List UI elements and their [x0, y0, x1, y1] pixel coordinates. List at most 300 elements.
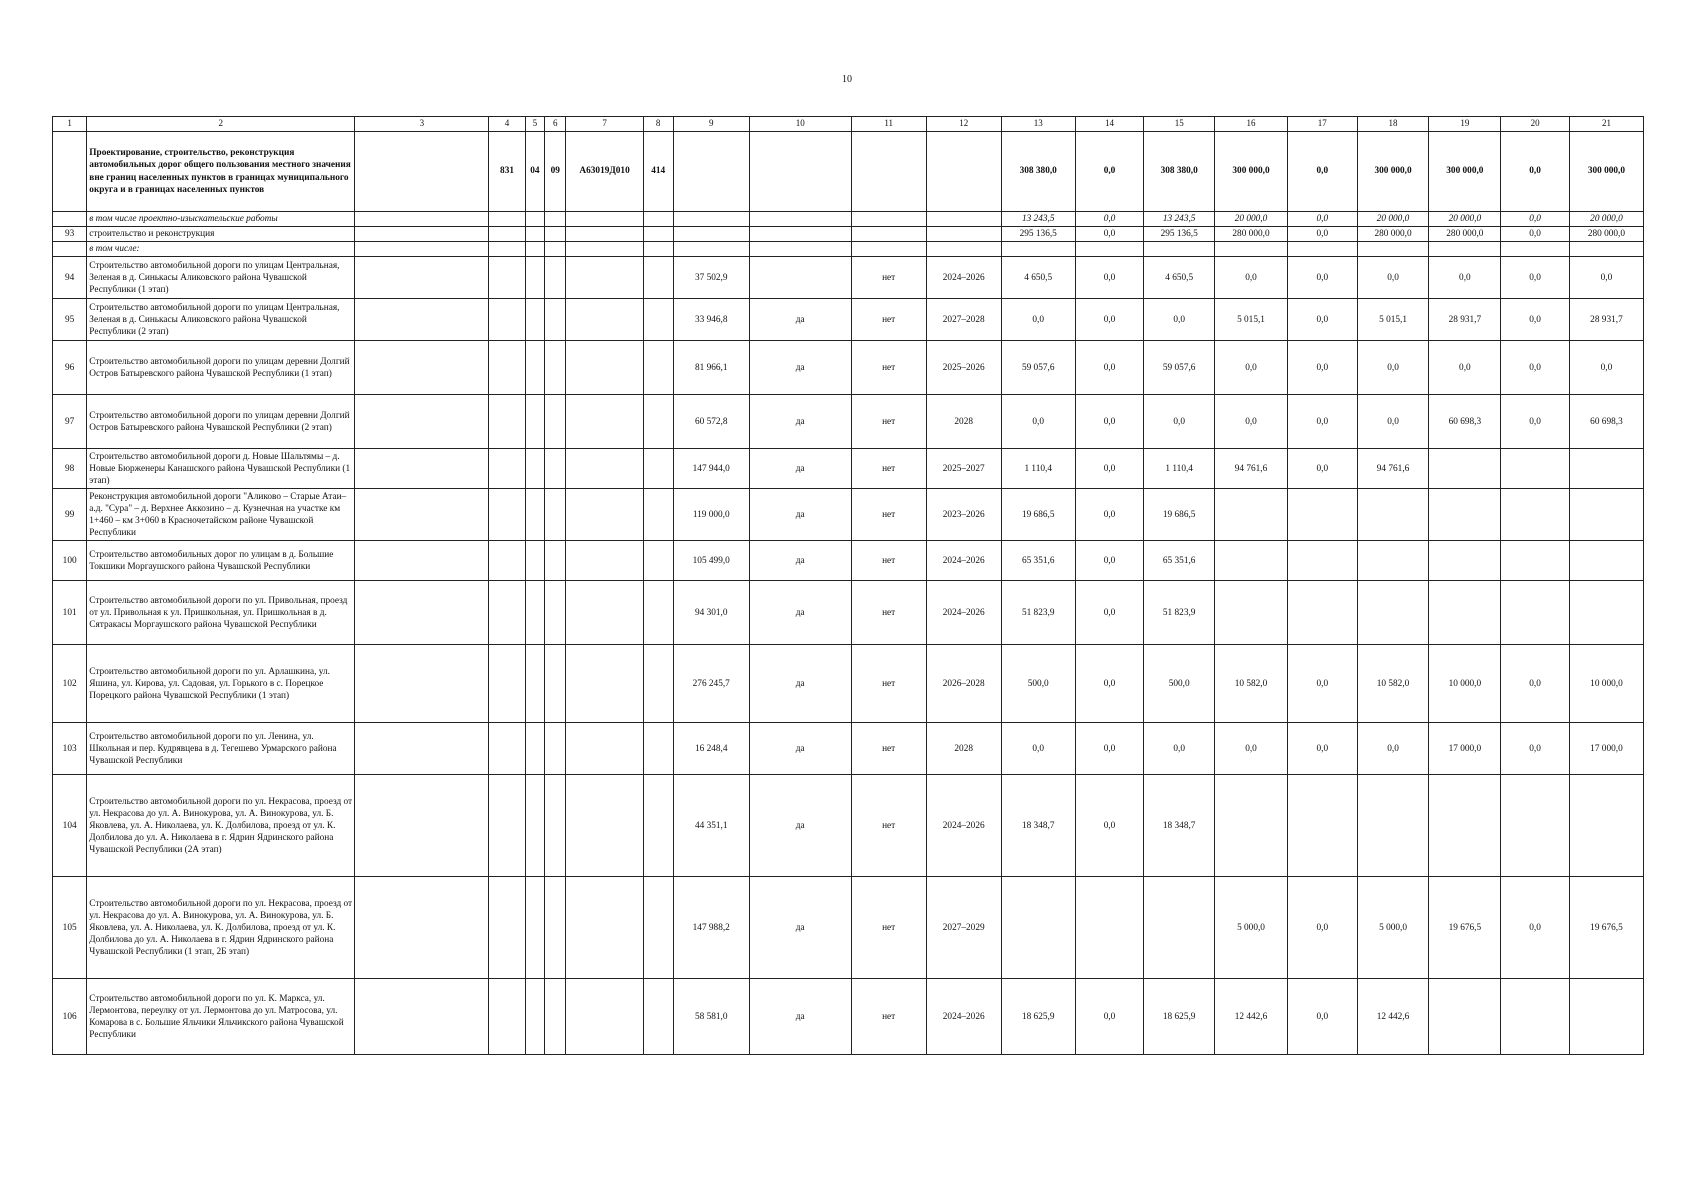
- value-cell: 18 625,9: [1144, 979, 1215, 1055]
- value-cell: да: [749, 341, 851, 395]
- value-cell: 2028: [926, 395, 1001, 449]
- value-cell: 0,0: [1215, 395, 1288, 449]
- value-cell: нет: [851, 645, 926, 723]
- value-cell: 0,0: [1144, 299, 1215, 341]
- value-cell: [1429, 449, 1501, 489]
- value-cell: 28 931,7: [1569, 299, 1643, 341]
- value-cell: 0,0: [1215, 341, 1288, 395]
- including-row: [53, 242, 1644, 257]
- value-cell: 2024–2026: [926, 541, 1001, 581]
- value-cell: [643, 775, 673, 877]
- column-number-header: 20: [1501, 117, 1570, 132]
- value-cell: 19 686,5: [1001, 489, 1075, 541]
- row-label: в том числе проектно-изыскательские работы: [87, 212, 355, 227]
- value-cell: 0,0: [1357, 395, 1429, 449]
- column-number-header: 5: [525, 117, 544, 132]
- value-cell: [489, 877, 525, 979]
- value-cell: 18 348,7: [1001, 775, 1075, 877]
- value-cell: 0,0: [1287, 877, 1357, 979]
- value-cell: [643, 979, 673, 1055]
- value-cell: [355, 299, 489, 341]
- value-cell: 13 243,5: [1144, 212, 1215, 227]
- value-cell: [489, 541, 525, 581]
- value-cell: [545, 299, 566, 341]
- value-cell: 19 676,5: [1429, 877, 1501, 979]
- value-cell: [1287, 775, 1357, 877]
- value-cell: 51 823,9: [1144, 581, 1215, 645]
- value-cell: [355, 257, 489, 299]
- value-cell: 0,0: [1501, 877, 1570, 979]
- value-cell: 0,0: [1075, 212, 1144, 227]
- value-cell: 0,0: [1501, 723, 1570, 775]
- value-cell: 18 348,7: [1144, 775, 1215, 877]
- value-cell: 19 676,5: [1569, 877, 1643, 979]
- value-cell: [643, 395, 673, 449]
- project-name: Строительство автомобильной дороги по улицам Центральная, Зеленая в д. Синькасы Аликовского района Чувашской Республики (1 этап): [87, 257, 355, 299]
- column-number-header: 17: [1287, 117, 1357, 132]
- column-number-header: 3: [355, 117, 489, 132]
- value-cell: 0,0: [1287, 341, 1357, 395]
- value-cell: 18 625,9: [1001, 979, 1075, 1055]
- value-cell: [489, 581, 525, 645]
- value-cell: [1569, 449, 1643, 489]
- value-cell: 0,0: [1429, 257, 1501, 299]
- value-cell: [643, 449, 673, 489]
- value-cell: [643, 541, 673, 581]
- value-cell: [489, 299, 525, 341]
- table-row: [53, 299, 1644, 341]
- column-number-header: 9: [673, 117, 749, 132]
- value-cell: [525, 645, 544, 723]
- value-cell: [525, 395, 544, 449]
- value-cell: нет: [851, 877, 926, 979]
- value-cell: [489, 395, 525, 449]
- project-name: Строительство автомобильной дороги по ул. Привольная, проезд от ул. Привольная к ул. Пришкольная, ул. Пришкольная в д. Сятракасы Моргаушского района Чувашской Республики: [87, 581, 355, 645]
- row-number: 98: [53, 449, 87, 489]
- value-cell: [525, 299, 544, 341]
- value-cell: [1357, 581, 1429, 645]
- value-cell: [1357, 489, 1429, 541]
- value-cell: 280 000,0: [1429, 227, 1501, 242]
- value-cell: [566, 449, 643, 489]
- value-cell: [566, 979, 643, 1055]
- value-cell: 308 380,0: [1001, 132, 1075, 212]
- value-cell: 16 248,4: [673, 723, 749, 775]
- project-name: Реконструкция автомобильной дороги "Аликово – Старые Атаи– а.д. "Сура" – д. Верхнее Аккозино – д. Кузнечная на участке км 1+460 – км 3+060 в Красночетайском районе Чувашской Республики: [87, 489, 355, 541]
- project-name: Строительство автомобильной дороги по ул. Некрасова, проезд от ул. Некрасова до ул. А. Винокурова, ул. А. Винокурова, ул. Б. Яковлева, ул. А. Николаева, ул. К. Долбилова, проезд от ул. К. Долбилова до ул. А. Николаева в г. Ядрин Ядринского района Чувашской Республики (2А этап): [87, 775, 355, 877]
- value-cell: [355, 341, 489, 395]
- value-cell: [1569, 979, 1643, 1055]
- code-cell: 04: [525, 132, 544, 212]
- value-cell: 0,0: [1287, 212, 1357, 227]
- value-cell: 308 380,0: [1144, 132, 1215, 212]
- row-number: 103: [53, 723, 87, 775]
- value-cell: 0,0: [1075, 132, 1144, 212]
- value-cell: [355, 979, 489, 1055]
- value-cell: 0,0: [1501, 645, 1570, 723]
- value-cell: да: [749, 979, 851, 1055]
- value-cell: 0,0: [1075, 979, 1144, 1055]
- column-number-header: 21: [1569, 117, 1643, 132]
- value-cell: [545, 723, 566, 775]
- value-cell: да: [749, 723, 851, 775]
- value-cell: нет: [851, 979, 926, 1055]
- column-number-header: 1: [53, 117, 87, 132]
- value-cell: 0,0: [1501, 395, 1570, 449]
- construction-row: [53, 227, 1644, 242]
- table-row: [53, 449, 1644, 489]
- value-cell: 12 442,6: [1357, 979, 1429, 1055]
- value-cell: 13 243,5: [1001, 212, 1075, 227]
- value-cell: [643, 877, 673, 979]
- value-cell: да: [749, 449, 851, 489]
- project-name: Строительство автомобильной дороги по улицам Центральная, Зеленая в д. Синькасы Аликовского района Чувашской Республики (2 этап): [87, 299, 355, 341]
- value-cell: 5 015,1: [1357, 299, 1429, 341]
- value-cell: 295 136,5: [1144, 227, 1215, 242]
- value-cell: [566, 489, 643, 541]
- value-cell: нет: [851, 581, 926, 645]
- value-cell: 0,0: [1501, 341, 1570, 395]
- row-number: 93: [53, 227, 87, 242]
- value-cell: 2027–2029: [926, 877, 1001, 979]
- value-cell: 20 000,0: [1569, 212, 1643, 227]
- value-cell: 300 000,0: [1429, 132, 1501, 212]
- value-cell: 300 000,0: [1215, 132, 1288, 212]
- value-cell: 2025–2026: [926, 341, 1001, 395]
- value-cell: 276 245,7: [673, 645, 749, 723]
- project-name: Строительство автомобильной дороги д. Новые Шальтямы – д. Новые Бюрженеры Канашского района Чувашской Республики (1 этап): [87, 449, 355, 489]
- program-name: Проектирование, строительство, реконструкция автомобильных дорог общего пользования местного значения вне границ населенных пунктов в границах муниципального округа и в границах населенных пунктов: [87, 132, 355, 212]
- project-name: Строительство автомобильной дороги по ул. Арлашкина, ул. Яшина, ул. Кирова, ул. Садовая, ул. Горького в с. Порецкое Порецкого района Чувашской Республики (1 этап): [87, 645, 355, 723]
- value-cell: 0,0: [1357, 723, 1429, 775]
- value-cell: 0,0: [1429, 341, 1501, 395]
- value-cell: 59 057,6: [1144, 341, 1215, 395]
- value-cell: 60 698,3: [1429, 395, 1501, 449]
- value-cell: [489, 489, 525, 541]
- value-cell: 147 944,0: [673, 449, 749, 489]
- design-work-row: [53, 212, 1644, 227]
- value-cell: 280 000,0: [1215, 227, 1288, 242]
- value-cell: 0,0: [1287, 645, 1357, 723]
- value-cell: [1569, 581, 1643, 645]
- column-number-header: 19: [1429, 117, 1501, 132]
- value-cell: [1501, 581, 1570, 645]
- value-cell: [525, 979, 544, 1055]
- value-cell: да: [749, 395, 851, 449]
- value-cell: 1 110,4: [1001, 449, 1075, 489]
- value-cell: нет: [851, 449, 926, 489]
- value-cell: [566, 341, 643, 395]
- value-cell: 0,0: [1075, 449, 1144, 489]
- column-number-header: 12: [926, 117, 1001, 132]
- value-cell: 20 000,0: [1215, 212, 1288, 227]
- value-cell: 0,0: [1075, 227, 1144, 242]
- table-row: [53, 341, 1644, 395]
- value-cell: [1287, 489, 1357, 541]
- table-row: [53, 645, 1644, 723]
- value-cell: [1501, 979, 1570, 1055]
- value-cell: [525, 257, 544, 299]
- value-cell: 12 442,6: [1215, 979, 1288, 1055]
- value-cell: [545, 449, 566, 489]
- value-cell: [545, 581, 566, 645]
- value-cell: [643, 341, 673, 395]
- value-cell: [525, 723, 544, 775]
- value-cell: [566, 877, 643, 979]
- value-cell: [355, 489, 489, 541]
- value-cell: 10 582,0: [1357, 645, 1429, 723]
- value-cell: 0,0: [1075, 395, 1144, 449]
- value-cell: [489, 341, 525, 395]
- row-number: 104: [53, 775, 87, 877]
- value-cell: нет: [851, 489, 926, 541]
- value-cell: [566, 645, 643, 723]
- value-cell: [1144, 877, 1215, 979]
- value-cell: 2024–2026: [926, 257, 1001, 299]
- value-cell: 10 000,0: [1569, 645, 1643, 723]
- value-cell: 0,0: [1075, 723, 1144, 775]
- value-cell: [355, 723, 489, 775]
- value-cell: 2028: [926, 723, 1001, 775]
- value-cell: 65 351,6: [1001, 541, 1075, 581]
- value-cell: [1287, 581, 1357, 645]
- value-cell: 300 000,0: [1357, 132, 1429, 212]
- value-cell: [545, 541, 566, 581]
- code-cell: 09: [545, 132, 566, 212]
- value-cell: [489, 979, 525, 1055]
- value-cell: 0,0: [1215, 723, 1288, 775]
- value-cell: 0,0: [1569, 341, 1643, 395]
- value-cell: [1429, 489, 1501, 541]
- table-row: [53, 257, 1644, 299]
- value-cell: да: [749, 581, 851, 645]
- value-cell: 94 301,0: [673, 581, 749, 645]
- column-number-header: 4: [489, 117, 525, 132]
- value-cell: 0,0: [1569, 257, 1643, 299]
- value-cell: [489, 723, 525, 775]
- value-cell: 1 110,4: [1144, 449, 1215, 489]
- value-cell: [1429, 581, 1501, 645]
- value-cell: нет: [851, 395, 926, 449]
- value-cell: [566, 299, 643, 341]
- column-number-header: 2: [87, 117, 355, 132]
- value-cell: 20 000,0: [1429, 212, 1501, 227]
- value-cell: [355, 541, 489, 581]
- value-cell: 2024–2026: [926, 775, 1001, 877]
- value-cell: 0,0: [1287, 395, 1357, 449]
- table-row: [53, 581, 1644, 645]
- value-cell: нет: [851, 775, 926, 877]
- table-row: [53, 877, 1644, 979]
- value-cell: [1429, 979, 1501, 1055]
- row-number-cell: [53, 132, 87, 212]
- value-cell: 10 582,0: [1215, 645, 1288, 723]
- value-cell: 65 351,6: [1144, 541, 1215, 581]
- value-cell: 0,0: [1287, 299, 1357, 341]
- value-cell: [1215, 775, 1288, 877]
- value-cell: [749, 257, 851, 299]
- value-cell: 28 931,7: [1429, 299, 1501, 341]
- value-cell: [489, 775, 525, 877]
- value-cell: 2024–2026: [926, 581, 1001, 645]
- value-cell: 60 572,8: [673, 395, 749, 449]
- row-number: 102: [53, 645, 87, 723]
- value-cell: нет: [851, 257, 926, 299]
- value-cell: [355, 645, 489, 723]
- value-cell: [566, 541, 643, 581]
- table-row: [53, 395, 1644, 449]
- value-cell: 0,0: [1001, 299, 1075, 341]
- value-cell: [1569, 775, 1643, 877]
- value-cell: 17 000,0: [1569, 723, 1643, 775]
- budget-table: [52, 116, 1644, 1055]
- table-row: [53, 489, 1644, 541]
- column-number-header: 8: [643, 117, 673, 132]
- column-number-header: 6: [545, 117, 566, 132]
- value-cell: [355, 775, 489, 877]
- value-cell: [643, 489, 673, 541]
- value-cell: 20 000,0: [1357, 212, 1429, 227]
- value-cell: 0,0: [1075, 581, 1144, 645]
- page-number: 10: [842, 74, 852, 85]
- value-cell: 0,0: [1287, 132, 1357, 212]
- value-cell: 0,0: [1501, 132, 1570, 212]
- value-cell: 0,0: [1075, 775, 1144, 877]
- table-row: [53, 541, 1644, 581]
- value-cell: 0,0: [1075, 645, 1144, 723]
- value-cell: 0,0: [1357, 257, 1429, 299]
- value-cell: 500,0: [1001, 645, 1075, 723]
- value-cell: 280 000,0: [1357, 227, 1429, 242]
- value-cell: 17 000,0: [1429, 723, 1501, 775]
- row-number: 97: [53, 395, 87, 449]
- value-cell: 105 499,0: [673, 541, 749, 581]
- value-cell: [1357, 775, 1429, 877]
- value-cell: 119 000,0: [673, 489, 749, 541]
- value-cell: [355, 581, 489, 645]
- value-cell: 5 015,1: [1215, 299, 1288, 341]
- value-cell: 2024–2026: [926, 979, 1001, 1055]
- value-cell: 5 000,0: [1357, 877, 1429, 979]
- value-cell: 0,0: [1501, 299, 1570, 341]
- value-cell: 2023–2026: [926, 489, 1001, 541]
- value-cell: [545, 645, 566, 723]
- value-cell: да: [749, 489, 851, 541]
- value-cell: [489, 449, 525, 489]
- value-cell: [1215, 489, 1288, 541]
- value-cell: 59 057,6: [1001, 341, 1075, 395]
- value-cell: [566, 395, 643, 449]
- row-number: 96: [53, 341, 87, 395]
- row-label: в том числе:: [87, 242, 355, 257]
- value-cell: [1569, 541, 1643, 581]
- value-cell: 0,0: [1144, 395, 1215, 449]
- value-cell: 0,0: [1287, 723, 1357, 775]
- value-cell: [1429, 775, 1501, 877]
- value-cell: [525, 541, 544, 581]
- value-cell: 2026–2028: [926, 645, 1001, 723]
- row-label: строительство и реконструкция: [87, 227, 355, 242]
- code-cell: А63019Д010: [566, 132, 643, 212]
- value-cell: нет: [851, 299, 926, 341]
- value-cell: 4 650,5: [1001, 257, 1075, 299]
- value-cell: [355, 449, 489, 489]
- value-cell: [643, 723, 673, 775]
- column-number-header: 10: [749, 117, 851, 132]
- value-cell: 2025–2027: [926, 449, 1001, 489]
- value-cell: 60 698,3: [1569, 395, 1643, 449]
- value-cell: [355, 395, 489, 449]
- row-number: 106: [53, 979, 87, 1055]
- value-cell: [1215, 581, 1288, 645]
- value-cell: 500,0: [1144, 645, 1215, 723]
- value-cell: 0,0: [1075, 299, 1144, 341]
- value-cell: [1001, 877, 1075, 979]
- column-number-header: 13: [1001, 117, 1075, 132]
- value-cell: [1287, 541, 1357, 581]
- project-name: Строительство автомобильной дороги по ул. Некрасова, проезд от ул. Некрасова до ул. А. Винокурова, ул. А. Винокурова, ул. Б. Яковлева, ул. А. Николаева, ул. К. Долбилова, проезд от ул. К. Долбилова до ул. А. Николаева в г. Ядрин Ядринского района Чувашской Республики (1 этап, 2Б этап): [87, 877, 355, 979]
- value-cell: [525, 877, 544, 979]
- value-cell: [643, 645, 673, 723]
- value-cell: 0,0: [1287, 257, 1357, 299]
- row-number: 101: [53, 581, 87, 645]
- project-name: Строительство автомобильной дороги по улицам деревни Долгий Остров Батыревского района Чувашской Республики (2 этап): [87, 395, 355, 449]
- value-cell: [489, 645, 525, 723]
- value-cell: да: [749, 877, 851, 979]
- column-number-header: 14: [1075, 117, 1144, 132]
- value-cell: 51 823,9: [1001, 581, 1075, 645]
- value-cell: [545, 979, 566, 1055]
- table-body: [53, 117, 1644, 1055]
- value-cell: 81 966,1: [673, 341, 749, 395]
- column-number-header: 16: [1215, 117, 1288, 132]
- project-name: Строительство автомобильной дороги по ул. Ленина, ул. Школьная и пер. Кудрявцева в д. Тегешево Урмарского района Чувашской Республики: [87, 723, 355, 775]
- value-cell: [545, 341, 566, 395]
- value-cell: 295 136,5: [1001, 227, 1075, 242]
- row-number: 99: [53, 489, 87, 541]
- value-cell: [545, 257, 566, 299]
- value-cell: 5 000,0: [1215, 877, 1288, 979]
- value-cell: [545, 489, 566, 541]
- value-cell: 0,0: [1287, 449, 1357, 489]
- value-cell: 19 686,5: [1144, 489, 1215, 541]
- value-cell: [566, 775, 643, 877]
- value-cell: [545, 395, 566, 449]
- value-cell: да: [749, 645, 851, 723]
- value-cell: 4 650,5: [1144, 257, 1215, 299]
- value-cell: 147 988,2: [673, 877, 749, 979]
- value-cell: 0,0: [1001, 395, 1075, 449]
- value-cell: [525, 341, 544, 395]
- value-cell: 0,0: [1357, 341, 1429, 395]
- value-cell: 0,0: [1287, 979, 1357, 1055]
- code-cell: 831: [489, 132, 525, 212]
- value-cell: 280 000,0: [1569, 227, 1643, 242]
- value-cell: да: [749, 541, 851, 581]
- column-number-row: [53, 117, 1644, 132]
- value-cell: 0,0: [1501, 227, 1570, 242]
- value-cell: [566, 581, 643, 645]
- project-name: Строительство автомобильной дороги по ул. К. Маркса, ул. Лермонтова, переулку от ул. Лермонтова до ул. Матросова, ул. Комарова в с. Большие Яльчики Яльчикского района Чувашской Республики: [87, 979, 355, 1055]
- value-cell: 94 761,6: [1357, 449, 1429, 489]
- value-cell: [1215, 541, 1288, 581]
- value-cell: 0,0: [1501, 257, 1570, 299]
- column-number-header: 15: [1144, 117, 1215, 132]
- value-cell: [489, 257, 525, 299]
- value-cell: 37 502,9: [673, 257, 749, 299]
- column-number-header: 11: [851, 117, 926, 132]
- project-name: Строительство автомобильной дороги по улицам деревни Долгий Остров Батыревского района Чувашской Республики (1 этап): [87, 341, 355, 395]
